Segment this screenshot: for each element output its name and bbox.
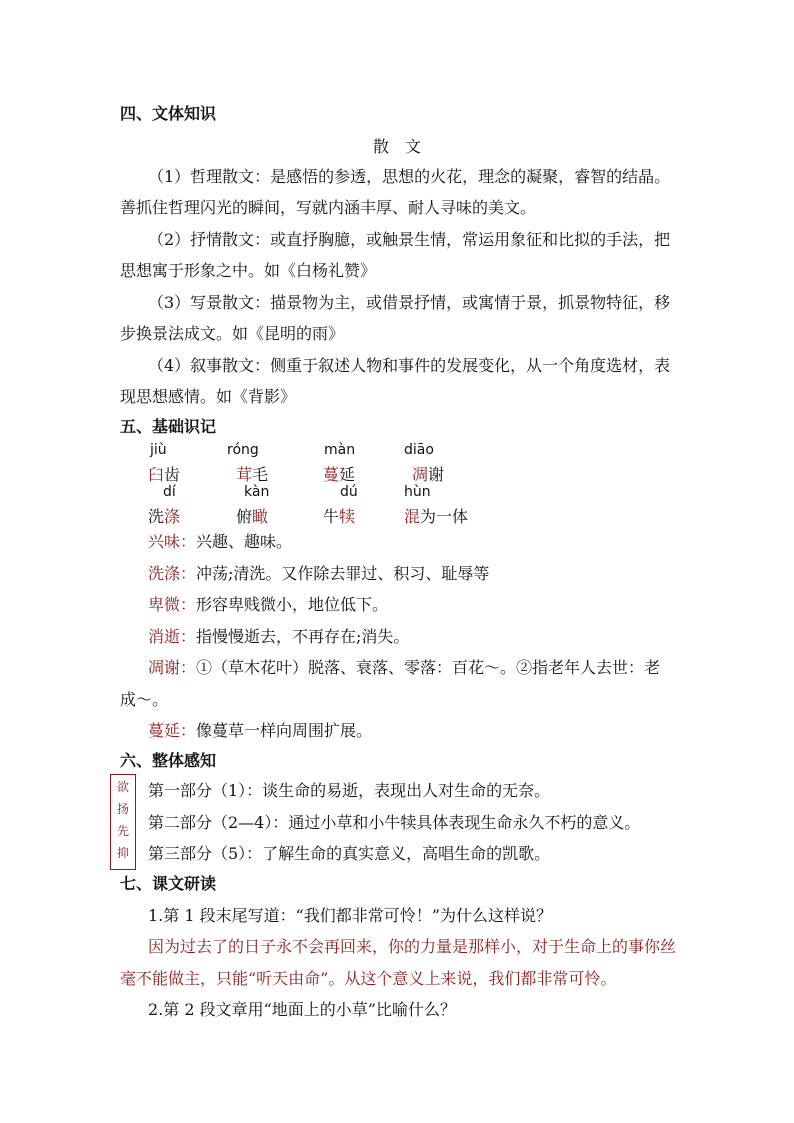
side-note-char: 先 <box>116 824 129 838</box>
definition-line: 消逝：指慢慢逝去，不再存在;消失。 <box>148 627 410 646</box>
section-heading: 五、基础识记 <box>120 417 217 436</box>
answer-line: 因为过去了的日子永不会再回来，你的力量是那样小，对于生命上的事你丝 <box>148 937 677 956</box>
vocab-word: 俯瞰 <box>236 507 269 526</box>
section-heading: 六、整体感知 <box>120 751 217 770</box>
side-note-char: 扬 <box>116 802 129 816</box>
vocab-word: 臼齿 <box>148 465 181 484</box>
structure-part: 第二部分（2—4）：通过小草和小牛犊具体表现生命永久不朽的意义。 <box>148 813 641 832</box>
paragraph-line: 步换景法成文。如《昆明的雨》 <box>120 324 345 343</box>
paragraph-line: 现思想感情。如《背影》 <box>120 387 297 406</box>
definition-line: 蔓延：像蔓草一样向周围扩展。 <box>148 721 373 740</box>
vocab-word: 牛犊 <box>323 507 356 526</box>
side-note-box <box>110 774 136 870</box>
pinyin: róng <box>227 442 259 458</box>
vocab-word: 茸毛 <box>236 465 269 484</box>
vocab-word: 混为一体 <box>404 507 469 526</box>
section-subtitle: 散 文 <box>372 137 421 156</box>
vocab-word: 凋谢 <box>412 465 445 484</box>
paragraph-line: 善抓住哲理闪光的瞬间，写就内涵丰厚、耐人寻味的美文。 <box>120 198 537 217</box>
pinyin: jiù <box>150 442 167 458</box>
definition-line: 洗涤：冲荡;清洗。又作除去罪过、积习、耻辱等 <box>148 564 490 583</box>
question: 2.第 2 段文章用“地面上的小草”比喻什么？ <box>148 1000 456 1019</box>
section-heading: 四、文体知识 <box>120 104 217 123</box>
pinyin: diāo <box>404 442 434 458</box>
paragraph-line: （3）写景散文：描景物为主，或借景抒情，或寓情于景，抓景物特征，移 <box>148 293 671 312</box>
paragraph-line: 思想寓于形象之中。如《白杨礼赞》 <box>120 261 377 280</box>
definition-line: 卑微：形容卑贱微小，地位低下。 <box>148 595 389 614</box>
pinyin: dí <box>163 484 176 500</box>
pinyin: hùn <box>404 484 431 500</box>
pinyin: màn <box>324 442 356 458</box>
vocab-word: 洗涤 <box>148 507 181 526</box>
question: 1.第 1 段末尾写道：“我们都非常可怜！”为什么这样说？ <box>148 906 552 925</box>
definition-line: 凋谢：①（草木花叶）脱落、衰落、零落：百花～。②指老年人去世：老 <box>148 658 661 677</box>
paragraph-line: （2）抒情散文：或直抒胸臆，或触景生情，常运用象征和比拟的手法，把 <box>148 230 671 249</box>
side-note-char: 欲 <box>116 780 129 794</box>
structure-part: 第三部分（5）：了解生命的真实意义，高唱生命的凯歌。 <box>148 844 551 863</box>
answer-line: 毫不能做主，只能“听天由命”。从这个意义上来说，我们都非常可怜。 <box>120 969 617 988</box>
pinyin: dú <box>340 484 358 500</box>
pinyin: kàn <box>244 484 270 500</box>
definition-line: 成～。 <box>120 690 169 709</box>
structure-part: 第一部分（1）：谈生命的易逝，表现出人对生命的无奈。 <box>148 781 551 800</box>
section-heading: 七、课文研读 <box>120 874 217 893</box>
paragraph-line: （4）叙事散文：侧重于叙述人物和事件的发展变化，从一个角度选材，表 <box>148 356 671 375</box>
paragraph-line: （1）哲理散文：是感悟的参透，思想的火花，理念的凝聚，睿智的结晶。 <box>148 167 671 186</box>
side-note-char: 抑 <box>116 846 129 860</box>
definition-line: 兴味：兴趣、趣味。 <box>148 532 293 551</box>
vocab-word: 蔓延 <box>323 465 356 484</box>
